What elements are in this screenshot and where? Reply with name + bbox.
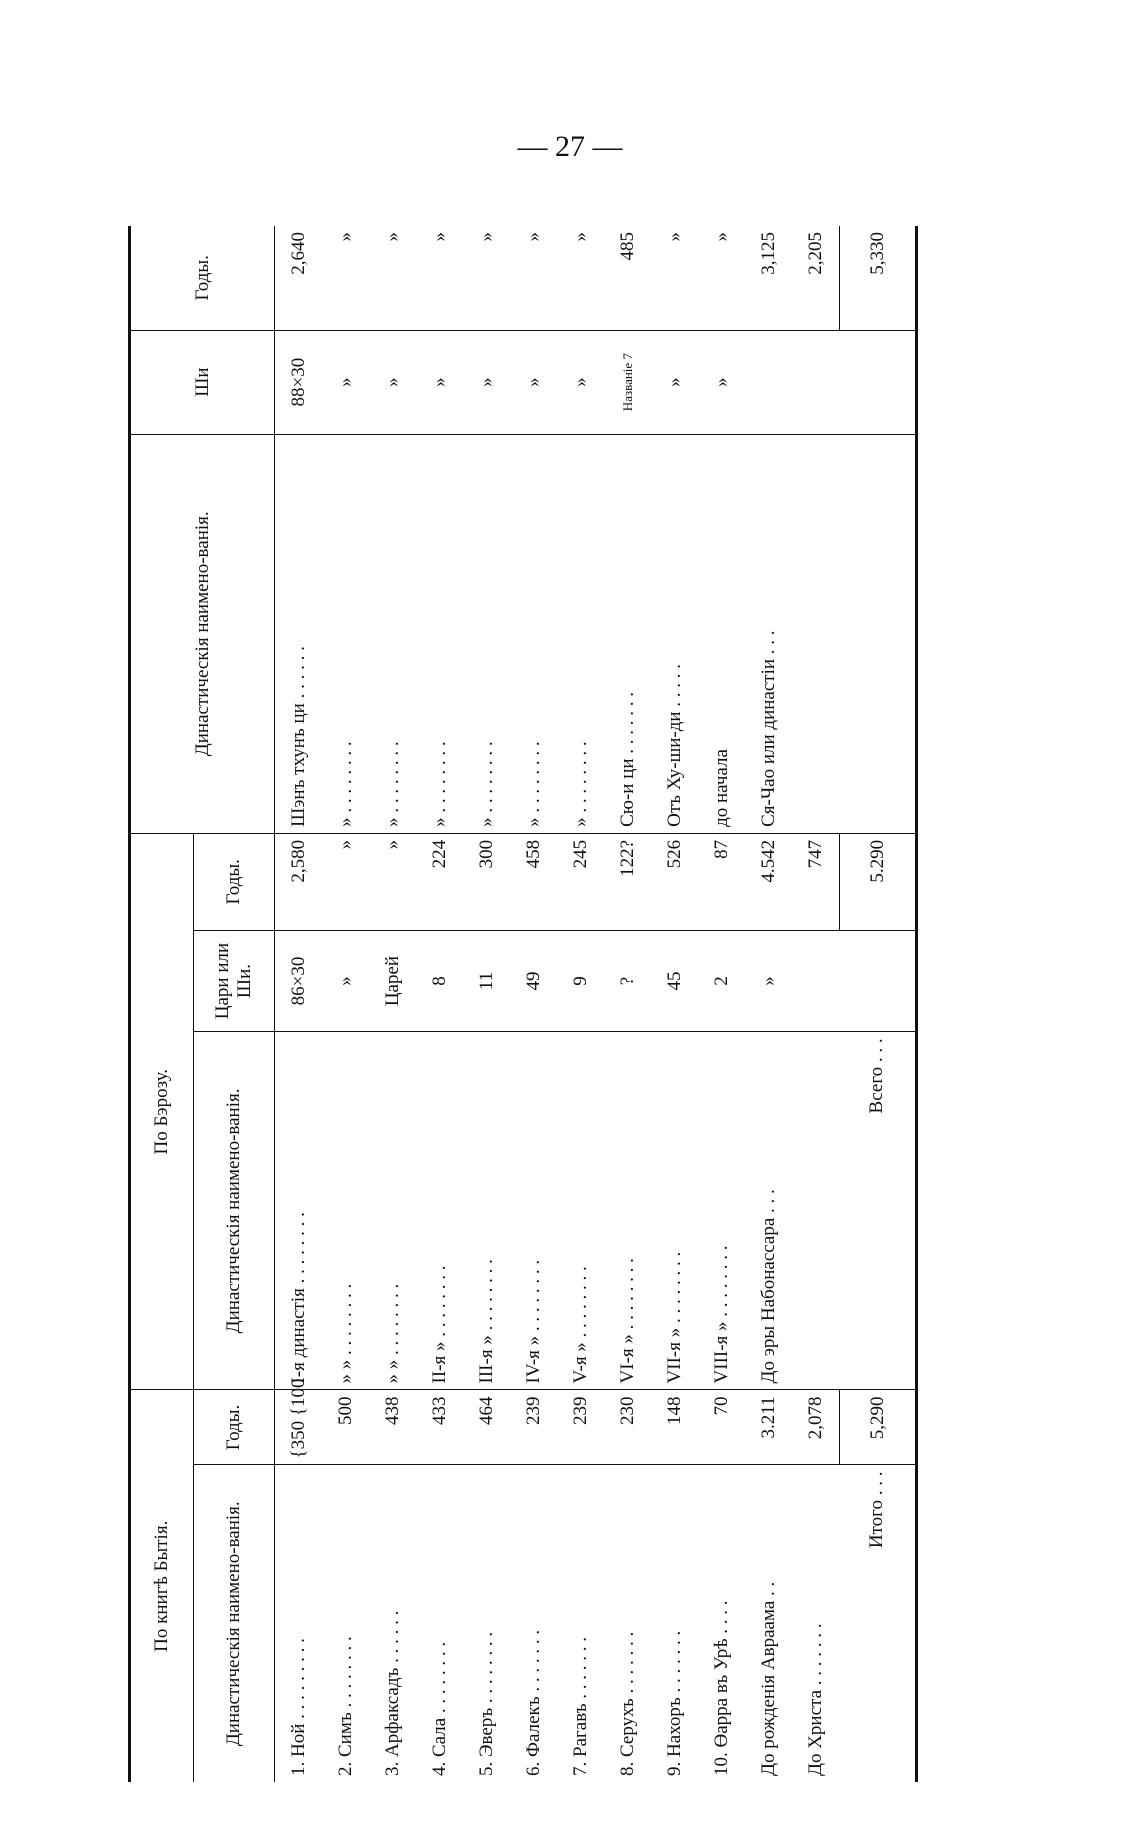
berosus-years: 4.542: [745, 833, 792, 930]
genesis-years: 230: [604, 1390, 651, 1465]
genesis-name: 2. Симъ . . . . . . . .: [322, 1465, 369, 1782]
berosus-name: VIII-я » . . . . . . . .: [698, 1032, 745, 1390]
genesis-years: 2,078: [792, 1390, 840, 1465]
genesis-name: 1. Ной . . . . . . . . .: [275, 1465, 323, 1782]
genesis-years: 239: [510, 1390, 557, 1465]
berosus-years: 526: [651, 833, 698, 930]
group-berosus: По Бэрозу.: [130, 833, 194, 1390]
berosus-name: IV-я » . . . . . . . .: [510, 1032, 557, 1390]
berosus-kings: [792, 930, 840, 1032]
rotated-table-container: [128, 226, 918, 1782]
totals-row: [840, 226, 917, 1782]
header-dyn-name-berosus: Династическія наимено-ванія.: [194, 1032, 275, 1390]
header-kings: Цари или Ши.: [194, 930, 275, 1032]
chinese-name: Ся-Чао или династіи . . .: [745, 434, 792, 833]
berosus-kings: 8: [416, 930, 463, 1032]
berosus-kings: 49: [510, 930, 557, 1032]
genesis-name: 4. Сала . . . . . . . .: [416, 1465, 463, 1782]
berosus-name: VI-я » . . . . . . . .: [604, 1032, 651, 1390]
chinese-shi: »: [416, 330, 463, 434]
genesis-years: {350 {100: [275, 1390, 323, 1465]
group-chinese-shi: Ши: [130, 330, 275, 434]
berosus-kings: 86×30: [275, 930, 323, 1032]
chinese-shi: »: [557, 330, 604, 434]
berosus-name: III-я » . . . . . . . .: [463, 1032, 510, 1390]
chinese-name: [792, 434, 840, 833]
berosus-kings: 45: [651, 930, 698, 1032]
chinese-name: » . . . . . . . .: [463, 434, 510, 833]
group-chinese-name: Династическія наимено-ванія.: [130, 434, 275, 833]
chinese-name: до начала: [698, 434, 745, 833]
genesis-name: 5. Эверъ . . . . . . . .: [463, 1465, 510, 1782]
chinese-years: 2,640: [287, 232, 309, 275]
table-row: [698, 226, 745, 1782]
group-genesis: По книгѣ Бытія.: [130, 1390, 194, 1782]
berosus-kings: 9: [557, 930, 604, 1032]
chinese-shi: »: [510, 330, 557, 434]
chinese-name: Сю-и ци . . . . . . .: [604, 434, 651, 833]
berosus-years: 122?: [604, 833, 651, 930]
berosus-years: 2,580: [275, 833, 323, 930]
table-row: [510, 226, 557, 1782]
chinese-years: »: [428, 232, 450, 242]
group-chinese-years: Годы.: [130, 226, 275, 330]
chinese-years: »: [710, 232, 732, 242]
table-row: [369, 226, 416, 1782]
genesis-years: 438: [369, 1390, 416, 1465]
berosus-name: До эры Набонассара . . .: [745, 1032, 792, 1390]
berosus-name: II-я » . . . . . . . .: [416, 1032, 463, 1390]
chinese-name: » . . . . . . . .: [369, 434, 416, 833]
berosus-years: 224: [416, 833, 463, 930]
chinese-years: »: [569, 232, 591, 242]
genesis-years: 433: [416, 1390, 463, 1465]
genesis-name: 9. Нахоръ . . . . . . .: [651, 1465, 698, 1782]
table-row: [416, 226, 463, 1782]
chinese-years: »: [663, 232, 685, 242]
table-row: [604, 226, 651, 1782]
chinese-name: » . . . . . . . .: [322, 434, 369, 833]
chinese-shi: »: [369, 330, 416, 434]
header-years-berosus: Годы.: [194, 833, 275, 930]
chronology-table: [128, 226, 918, 1782]
berosus-name: VII-я » . . . . . . . .: [651, 1032, 698, 1390]
berosus-years: 245: [557, 833, 604, 930]
genesis-total-label: Итого . . .: [840, 1465, 917, 1782]
table-row: [557, 226, 604, 1782]
genesis-years: 3.211: [745, 1390, 792, 1465]
berosus-kings: ?: [604, 930, 651, 1032]
berosus-name: » » . . . . . . . .: [369, 1032, 416, 1390]
berosus-kings: Царей: [369, 930, 416, 1032]
chinese-shi: 88×30: [275, 330, 323, 434]
table-row: [792, 226, 840, 1782]
header-dyn-name-genesis: Династическія наимено-ванія.: [194, 1465, 275, 1782]
chinese-shi: »: [698, 330, 745, 434]
table-row: [275, 226, 323, 1782]
berosus-years: 747: [792, 833, 840, 930]
genesis-years: 464: [463, 1390, 510, 1465]
chinese-shi: [745, 330, 792, 434]
page-number: — 27 —: [517, 130, 623, 163]
berosus-name: » » . . . . . . . .: [322, 1032, 369, 1390]
berosus-years: 87: [698, 833, 745, 930]
genesis-name: До Христа . . . . . . .: [792, 1465, 840, 1782]
genesis-name: 7. Рагавъ . . . . . . .: [557, 1465, 604, 1782]
chinese-years: »: [334, 232, 356, 242]
berosus-kings: 2: [698, 930, 745, 1032]
berosus-kings: »: [745, 930, 792, 1032]
berosus-years: 300: [463, 833, 510, 930]
chinese-shi: »: [322, 330, 369, 434]
berosus-kings: 11: [463, 930, 510, 1032]
genesis-years: 148: [651, 1390, 698, 1465]
chinese-name: Отъ Ху-ши-ди . . . . .: [651, 434, 698, 833]
chinese-shi: Названіе 7: [604, 330, 651, 434]
berosus-total-value: 5.290: [840, 833, 917, 930]
genesis-name: 3. Арфаксадъ . . . . . .: [369, 1465, 416, 1782]
table-row: [651, 226, 698, 1782]
chinese-years: »: [522, 232, 544, 242]
chinese-total-value: 5,330: [840, 226, 917, 330]
chinese-shi: [792, 330, 840, 434]
table-row: [463, 226, 510, 1782]
chinese-shi: »: [463, 330, 510, 434]
table-row: [745, 226, 792, 1782]
berosus-total-label: Всего . . .: [840, 1032, 917, 1390]
chinese-name: » . . . . . . . .: [416, 434, 463, 833]
chinese-name: » . . . . . . . .: [557, 434, 604, 833]
genesis-name: До рожденія Авраама . .: [745, 1465, 792, 1782]
berosus-years: »: [322, 833, 369, 930]
chinese-years: 485: [616, 232, 638, 261]
genesis-name: 6. Фалекъ . . . . . . .: [510, 1465, 557, 1782]
chinese-shi: »: [651, 330, 698, 434]
chinese-years: 2,205: [804, 232, 826, 275]
genesis-name: 8. Серухъ . . . . . . .: [604, 1465, 651, 1782]
berosus-years: »: [369, 833, 416, 930]
chinese-name: » . . . . . . . .: [510, 434, 557, 833]
genesis-total-value: 5,290: [840, 1390, 917, 1465]
chinese-years: »: [475, 232, 497, 242]
berosus-name: [792, 1032, 840, 1390]
table-row: [322, 226, 369, 1782]
genesis-name: 10. Өарра въ Урѣ . . . .: [698, 1465, 745, 1782]
genesis-years: 500: [322, 1390, 369, 1465]
berosus-kings: »: [322, 930, 369, 1032]
berosus-name: I-я династія . . . . . . . .: [275, 1032, 323, 1390]
berosus-years: 458: [510, 833, 557, 930]
genesis-years: 239: [557, 1390, 604, 1465]
chinese-years: »: [381, 232, 403, 242]
chinese-name: Шэнъ тхунъ ци . . . . . .: [275, 434, 323, 833]
berosus-name: V-я » . . . . . . . .: [557, 1032, 604, 1390]
chinese-years: 3,125: [757, 232, 779, 275]
header-years-genesis: Годы.: [194, 1390, 275, 1465]
genesis-years: 70: [698, 1390, 745, 1465]
